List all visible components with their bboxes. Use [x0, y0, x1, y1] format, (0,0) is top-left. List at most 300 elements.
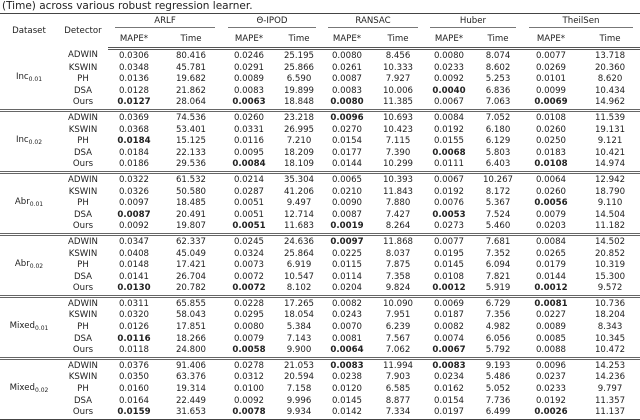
mape-cell: 0.0245	[222, 234, 276, 248]
time-cell: 6.094	[485, 260, 511, 271]
time-cell: 19.807	[175, 221, 207, 232]
time-cell: 4.982	[485, 322, 511, 333]
detector-cell: Ours	[72, 407, 94, 418]
mape-cell: 0.0179	[535, 260, 567, 271]
mape-cell: 0.0238	[331, 372, 363, 383]
time-cell: 17.265	[276, 296, 322, 310]
time-cell: 11.994	[372, 358, 424, 372]
mape-cell: 0.0203	[535, 221, 567, 232]
dataset-label: Mixed$_{0.01}$	[0, 296, 58, 358]
time-cell: 7.052	[474, 110, 522, 124]
time-header: Time	[474, 30, 522, 49]
table-row	[0, 136, 640, 148]
time-cell: 7.903	[385, 372, 411, 383]
table-row	[0, 148, 640, 160]
table-row	[0, 345, 640, 358]
time-cell: 10.736	[580, 296, 640, 310]
mape-cell: 0.0154	[433, 395, 465, 406]
time-cell: 7.158	[286, 384, 312, 395]
mape-cell: 0.0064	[522, 172, 580, 186]
table-row	[0, 172, 640, 186]
detector-cell: PH	[77, 74, 89, 85]
time-cell: 8.602	[485, 62, 511, 73]
table-row	[0, 125, 640, 137]
time-cell: 7.880	[385, 198, 411, 209]
detector-cell: ADWIN	[68, 50, 98, 61]
time-cell: 18.790	[594, 186, 626, 197]
time-cell: 10.299	[382, 159, 414, 170]
time-cell: 9.900	[286, 345, 312, 356]
time-cell: 7.821	[485, 271, 511, 282]
time-cell: 8.264	[385, 221, 411, 232]
detector-cell: ADWIN	[58, 110, 108, 124]
mape-cell: 0.0083	[322, 358, 372, 372]
time-cell: 5.367	[485, 198, 511, 209]
table-row	[0, 210, 640, 222]
mape-header: MAPE*	[424, 30, 474, 49]
detector-cell: DSA	[73, 147, 93, 158]
time-cell: 18.054	[283, 310, 315, 321]
mape-cell: 0.0108	[534, 159, 568, 170]
time-cell: 18.209	[283, 147, 315, 158]
time-cell: 7.334	[385, 407, 411, 418]
mape-header: MAPE*	[222, 30, 276, 49]
time-cell: 11.843	[382, 186, 414, 197]
mape-cell: 0.0376	[108, 358, 160, 372]
mape-cell: 0.0142	[331, 407, 363, 418]
mape-cell: 0.0079	[535, 209, 567, 220]
mape-cell: 0.0064	[330, 345, 364, 356]
time-cell: 10.006	[382, 85, 414, 96]
mape-cell: 0.0087	[331, 74, 363, 85]
time-cell: 5.486	[485, 372, 511, 383]
time-cell: 11.137	[594, 407, 626, 418]
time-cell: 29.536	[175, 159, 207, 170]
mape-cell: 0.0312	[233, 372, 265, 383]
time-cell: 5.803	[485, 147, 511, 158]
time-cell: 61.532	[160, 172, 222, 186]
mape-cell: 0.0159	[117, 407, 151, 418]
mape-cell: 0.0225	[331, 248, 363, 259]
time-cell: 8.343	[597, 322, 623, 333]
mape-cell: 0.0051	[233, 209, 265, 220]
mape-cell: 0.0095	[233, 147, 265, 158]
mape-cell: 0.0077	[424, 234, 474, 248]
mape-cell: 0.0273	[433, 221, 465, 232]
mape-cell: 0.0144	[331, 159, 363, 170]
detector-cell: KSWIN	[68, 248, 98, 259]
time-cell: 24.636	[276, 234, 322, 248]
detector-cell: PH	[77, 136, 89, 147]
mape-cell: 0.0311	[108, 296, 160, 310]
table-row	[0, 198, 640, 210]
time-cell: 13.718	[594, 51, 626, 61]
time-cell: 7.356	[485, 310, 511, 321]
mape-cell: 0.0127	[117, 97, 151, 108]
time-cell: 21.862	[175, 85, 207, 96]
mape-cell: 0.0082	[433, 322, 465, 333]
time-cell: 10.345	[594, 333, 626, 344]
table-row	[0, 234, 640, 248]
mape-cell: 0.0092	[233, 395, 265, 406]
detector-cell: PH	[77, 384, 89, 395]
dataset-header: Dataset	[0, 14, 58, 49]
time-cell: 7.062	[385, 345, 411, 356]
time-cell: 6.239	[385, 322, 411, 333]
time-cell: 7.358	[385, 271, 411, 282]
mape-cell: 0.0260	[535, 124, 567, 135]
mape-cell: 0.0183	[535, 147, 567, 158]
time-cell: 20.594	[283, 372, 315, 383]
detector-cell: DSA	[73, 333, 93, 344]
mape-cell: 0.0126	[118, 322, 150, 333]
table-row	[0, 159, 640, 172]
mape-cell: 0.0214	[222, 172, 276, 186]
learner-header-huber: Huber	[424, 14, 522, 31]
time-cell: 26.995	[283, 124, 315, 135]
time-cell: 7.681	[474, 234, 522, 248]
time-cell: 10.393	[372, 172, 424, 186]
mape-cell: 0.0080	[330, 97, 364, 108]
mape-cell: 0.0058	[232, 345, 266, 356]
mape-cell: 0.0084	[232, 159, 266, 170]
time-cell: 10.090	[372, 296, 424, 310]
mape-cell: 0.0087	[331, 209, 363, 220]
table-row	[0, 396, 640, 408]
mape-cell: 0.0408	[118, 248, 150, 259]
detector-cell: KSWIN	[68, 186, 98, 197]
time-cell: 9.824	[385, 283, 411, 294]
mape-cell: 0.0097	[118, 198, 150, 209]
table-row	[0, 310, 640, 322]
detector-cell: Ours	[72, 159, 94, 170]
detector-cell: ADWIN	[58, 172, 108, 186]
table-row	[0, 372, 640, 384]
time-cell: 80.416	[175, 51, 207, 61]
time-cell: 6.590	[286, 74, 312, 85]
mape-cell: 0.0076	[433, 198, 465, 209]
dataset-label: Mixed$_{0.02}$	[0, 358, 58, 419]
mape-cell: 0.0320	[118, 310, 150, 321]
mape-cell: 0.0108	[433, 271, 465, 282]
mape-cell: 0.0074	[433, 333, 465, 344]
mape-cell: 0.0322	[108, 172, 160, 186]
time-cell: 7.210	[286, 136, 312, 147]
mape-cell: 0.0324	[233, 248, 265, 259]
time-cell: 22.133	[175, 147, 207, 158]
mape-cell: 0.0040	[432, 85, 466, 96]
time-cell: 14.504	[594, 209, 626, 220]
mape-cell: 0.0116	[117, 333, 151, 344]
mape-cell: 0.0118	[118, 345, 150, 356]
time-cell: 11.385	[382, 97, 414, 108]
time-header: Time	[160, 30, 222, 49]
time-cell: 9.572	[597, 283, 623, 294]
mape-cell: 0.0237	[535, 372, 567, 383]
table-row	[0, 110, 640, 124]
mape-cell: 0.0228	[222, 296, 276, 310]
detector-cell: DSA	[73, 395, 93, 406]
time-cell: 12.714	[283, 209, 315, 220]
mape-cell: 0.0067	[433, 97, 465, 108]
time-cell: 7.115	[385, 136, 411, 147]
mape-cell: 0.0072	[233, 271, 265, 282]
mape-cell: 0.0065	[322, 172, 372, 186]
time-cell: 18.485	[175, 198, 207, 209]
mape-cell: 0.0154	[331, 136, 363, 147]
time-cell: 91.406	[160, 358, 222, 372]
time-cell: 17.421	[175, 260, 207, 271]
mape-cell: 0.0186	[118, 159, 150, 170]
mape-cell: 0.0368	[118, 124, 150, 135]
time-cell: 5.253	[485, 74, 511, 85]
time-header: Time	[372, 30, 424, 49]
time-cell: 20.782	[175, 283, 207, 294]
mape-cell: 0.0187	[433, 310, 465, 321]
mape-cell: 0.0077	[535, 51, 567, 61]
time-cell: 8.172	[485, 186, 511, 197]
mape-cell: 0.0083	[331, 85, 363, 96]
time-cell: 7.390	[385, 147, 411, 158]
mape-cell: 0.0083	[233, 85, 265, 96]
table-row	[0, 97, 640, 110]
table-row	[0, 74, 640, 86]
mape-cell: 0.0080	[331, 51, 363, 61]
table-row	[0, 187, 640, 199]
table-row	[0, 249, 640, 261]
mape-cell: 0.0141	[118, 271, 150, 282]
time-cell: 50.580	[175, 186, 207, 197]
time-cell: 8.877	[385, 395, 411, 406]
mape-cell: 0.0130	[117, 283, 151, 294]
mape-cell: 0.0026	[534, 407, 568, 418]
time-cell: 5.792	[485, 345, 511, 356]
mape-cell: 0.0080	[433, 51, 465, 61]
mape-cell: 0.0164	[118, 395, 150, 406]
mape-cell: 0.0250	[535, 136, 567, 147]
mape-cell: 0.0100	[233, 384, 265, 395]
mape-cell: 0.0092	[433, 74, 465, 85]
detector-cell: Ours	[72, 283, 94, 294]
time-cell: 18.266	[175, 333, 207, 344]
time-cell: 7.352	[485, 248, 511, 259]
table-row	[0, 86, 640, 98]
mape-cell: 0.0080	[233, 322, 265, 333]
dataset-label: Inc$_{0.01}$	[15, 72, 43, 84]
mape-cell: 0.0088	[535, 345, 567, 356]
time-cell: 10.434	[594, 85, 626, 96]
mape-cell: 0.0056	[534, 198, 568, 209]
time-cell: 7.736	[485, 395, 511, 406]
mape-cell: 0.0069	[424, 296, 474, 310]
time-cell: 25.195	[283, 51, 315, 61]
time-cell: 19.314	[175, 384, 207, 395]
time-cell: 19.131	[594, 124, 626, 135]
mape-cell: 0.0331	[233, 124, 265, 135]
dataset-label: Abr$_{0.02}$	[0, 234, 58, 296]
detector-cell: PH	[77, 198, 89, 209]
time-cell: 8.102	[286, 283, 312, 294]
time-cell: 20.491	[175, 209, 207, 220]
mape-cell: 0.0145	[331, 395, 363, 406]
mape-cell: 0.0063	[232, 97, 266, 108]
time-cell: 45.049	[175, 248, 207, 259]
mape-cell: 0.0144	[535, 271, 567, 282]
mape-cell: 0.0070	[331, 322, 363, 333]
mape-header: MAPE*	[108, 30, 160, 49]
mape-cell: 0.0192	[433, 124, 465, 135]
time-cell: 9.110	[597, 198, 623, 209]
mape-cell: 0.0099	[535, 85, 567, 96]
mape-cell: 0.0053	[432, 209, 466, 220]
table-caption: (Time) across various robust regression learner.	[2, 0, 253, 12]
time-cell: 11.868	[372, 234, 424, 248]
time-cell: 7.143	[286, 333, 312, 344]
time-cell: 26.704	[175, 271, 207, 282]
time-cell: 8.620	[597, 74, 623, 85]
mape-cell: 0.0116	[233, 136, 265, 147]
time-cell: 6.836	[485, 85, 511, 96]
mape-cell: 0.0369	[108, 110, 160, 124]
mape-cell: 0.0260	[535, 186, 567, 197]
time-cell: 7.875	[385, 260, 411, 271]
dataset-label: Abr$_{0.01}$	[0, 172, 58, 234]
mape-cell: 0.0261	[331, 62, 363, 73]
mape-cell: 0.0069	[534, 97, 568, 108]
time-cell: 31.653	[175, 407, 207, 418]
time-cell: 12.942	[580, 172, 640, 186]
time-cell: 9.797	[597, 384, 623, 395]
mape-cell: 0.0326	[118, 186, 150, 197]
time-cell: 9.497	[286, 198, 312, 209]
table-row	[0, 49, 640, 63]
mape-cell: 0.0120	[331, 384, 363, 395]
table-row	[0, 358, 640, 372]
time-cell: 11.683	[283, 221, 315, 232]
time-cell: 25.864	[283, 248, 315, 259]
detector-cell: Ours	[72, 97, 94, 108]
detector-cell: DSA	[73, 209, 93, 220]
time-cell: 19.682	[175, 74, 207, 85]
mape-cell: 0.0108	[522, 110, 580, 124]
learner-header-ransac: RANSAC	[322, 14, 424, 31]
detector-cell: KSWIN	[68, 62, 98, 73]
mape-cell: 0.0087	[117, 209, 151, 220]
mape-cell: 0.0210	[331, 186, 363, 197]
time-cell: 15.125	[175, 136, 207, 147]
mape-cell: 0.0197	[433, 407, 465, 418]
mape-cell: 0.0081	[331, 333, 363, 344]
time-cell: 9.193	[474, 358, 522, 372]
time-cell: 21.053	[276, 358, 322, 372]
mape-cell: 0.0089	[535, 322, 567, 333]
time-cell: 65.855	[160, 296, 222, 310]
detector-cell: Ours	[72, 221, 94, 232]
mape-cell: 0.0012	[432, 283, 466, 294]
mape-cell: 0.0051	[232, 221, 266, 232]
mape-cell: 0.0084	[424, 110, 474, 124]
table-row	[0, 407, 640, 419]
mape-cell: 0.0350	[118, 372, 150, 383]
mape-cell: 0.0083	[424, 358, 474, 372]
mape-cell: 0.0012	[534, 283, 568, 294]
mape-cell: 0.0295	[233, 310, 265, 321]
mape-cell: 0.0092	[118, 221, 150, 232]
mape-cell: 0.0306	[118, 51, 150, 61]
time-cell: 18.204	[594, 310, 626, 321]
time-cell: 5.919	[485, 283, 511, 294]
mape-cell: 0.0160	[118, 384, 150, 395]
mape-cell: 0.0184	[117, 136, 151, 147]
mape-cell: 0.0192	[535, 395, 567, 406]
mape-cell: 0.0246	[233, 51, 265, 61]
time-cell: 10.319	[594, 260, 626, 271]
time-cell: 8.456	[385, 51, 411, 61]
mape-cell: 0.0084	[522, 234, 580, 248]
mape-cell: 0.0090	[331, 198, 363, 209]
mape-cell: 0.0136	[118, 74, 150, 85]
time-cell: 20.852	[594, 248, 626, 259]
time-cell: 10.423	[382, 124, 414, 135]
mape-cell: 0.0270	[331, 124, 363, 135]
dataset-label: Inc$_{0.02}$	[0, 110, 58, 172]
time-cell: 6.585	[385, 384, 411, 395]
mape-cell: 0.0111	[433, 159, 465, 170]
mape-cell: 0.0089	[233, 74, 265, 85]
mape-cell: 0.0347	[108, 234, 160, 248]
mape-cell: 0.0348	[118, 62, 150, 73]
mape-cell: 0.0204	[331, 283, 363, 294]
mape-header: MAPE*	[522, 30, 580, 49]
time-cell: 41.206	[283, 186, 315, 197]
time-cell: 58.043	[175, 310, 207, 321]
time-cell: 9.996	[286, 395, 312, 406]
table-row	[0, 221, 640, 234]
time-cell: 7.524	[485, 209, 511, 220]
time-cell: 5.052	[485, 384, 511, 395]
detector-cell: DSA	[73, 85, 93, 96]
header-row-learners	[0, 14, 640, 31]
table-row	[0, 63, 640, 75]
mape-cell: 0.0148	[118, 260, 150, 271]
time-cell: 14.502	[580, 234, 640, 248]
time-cell: 10.693	[372, 110, 424, 124]
detector-cell: DSA	[73, 271, 93, 282]
learner-header-ipod: Θ-IPOD	[222, 14, 322, 31]
mape-cell: 0.0260	[222, 110, 276, 124]
mape-cell: 0.0078	[232, 407, 266, 418]
time-cell: 6.499	[485, 407, 511, 418]
time-cell: 14.962	[594, 97, 626, 108]
detector-cell: Ours	[72, 345, 94, 356]
detector-cell: ADWIN	[58, 358, 108, 372]
time-cell: 9.121	[597, 136, 623, 147]
time-cell: 6.056	[485, 333, 511, 344]
time-cell: 7.927	[385, 74, 411, 85]
time-cell: 8.074	[485, 51, 511, 61]
time-cell: 14.236	[594, 372, 626, 383]
mape-cell: 0.0278	[222, 358, 276, 372]
time-cell: 10.421	[594, 147, 626, 158]
mape-cell: 0.0051	[233, 198, 265, 209]
mape-cell: 0.0233	[535, 384, 567, 395]
time-cell: 7.951	[385, 310, 411, 321]
mape-cell: 0.0101	[535, 74, 567, 85]
learner-header-arlf: ARLF	[108, 14, 222, 31]
time-cell: 25.866	[283, 62, 315, 73]
detector-cell: ADWIN	[58, 296, 108, 310]
detector-cell: KSWIN	[68, 310, 98, 321]
